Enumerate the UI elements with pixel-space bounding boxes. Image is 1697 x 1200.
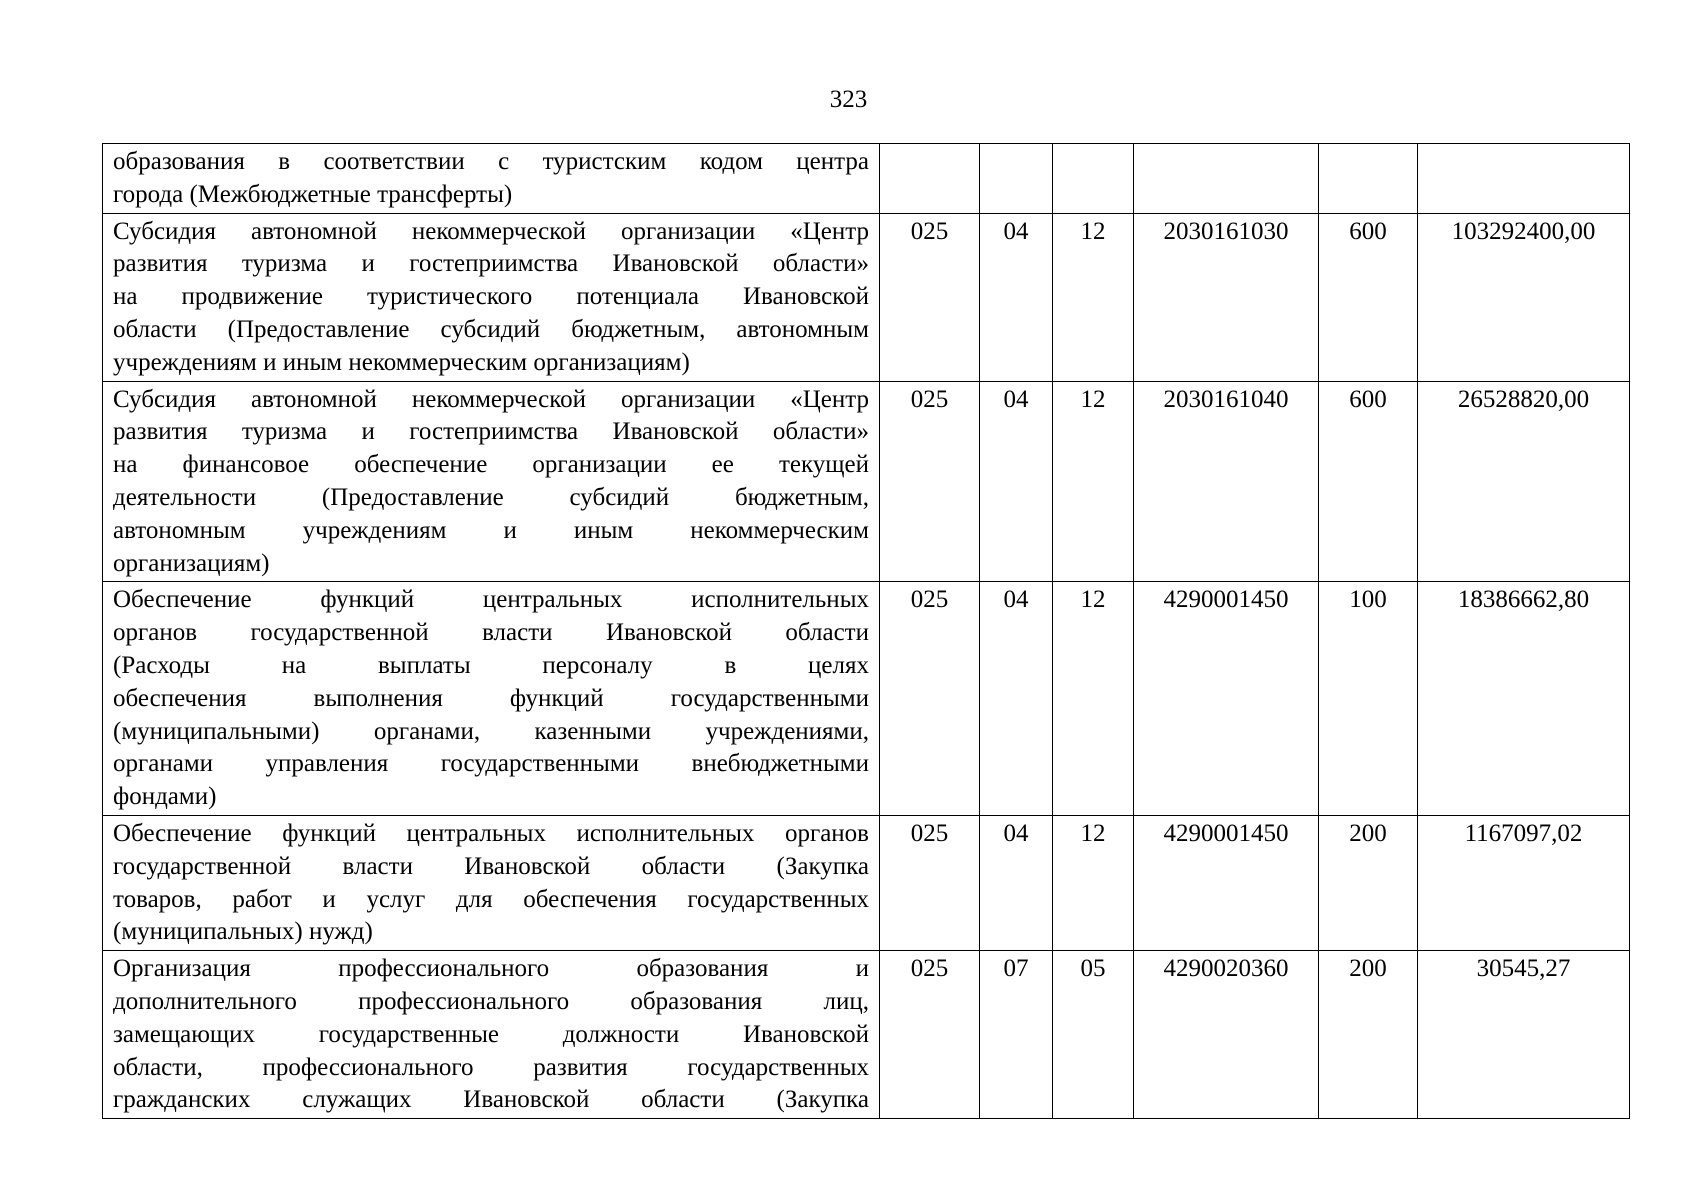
subsection-code: 12 — [1053, 582, 1134, 816]
description-line: области (Предоставление субсидий бюджетным, автономным — [113, 315, 869, 343]
description-line: органов государственной власти Ивановской области — [113, 619, 869, 647]
target-article-code: 4290001450 — [1134, 582, 1319, 816]
description-line: фондами) — [113, 783, 217, 811]
subsection-code: 12 — [1053, 213, 1134, 381]
table-row — [103, 815, 1630, 950]
target-article-code: 2030161040 — [1134, 381, 1319, 582]
row-description — [103, 951, 880, 1119]
description-line: гражданских служащих Ивановской области (Закупка — [113, 1086, 869, 1114]
row-description — [103, 582, 880, 816]
subsection-code: 12 — [1053, 815, 1134, 950]
ved-code: 025 — [880, 582, 980, 816]
target-article-code: 4290020360 — [1134, 951, 1319, 1119]
target-article-code: 2030161030 — [1134, 213, 1319, 381]
description-line: органами управления государственными внебюджетными — [113, 750, 869, 778]
description-line: Обеспечение функций центральных исполнительных — [113, 586, 869, 614]
description-line: деятельности (Предоставление субсидий бюджетным, — [113, 483, 869, 511]
description-line: организациям) — [113, 549, 270, 577]
description-line: обеспечения выполнения функций государственными — [113, 684, 869, 712]
ved-code: 025 — [880, 815, 980, 950]
row-description — [103, 815, 880, 950]
table-row — [103, 144, 1630, 214]
amount — [1418, 144, 1630, 214]
row-description — [103, 144, 880, 214]
description-line: (муниципальными) органами, казенными учреждениями, — [113, 717, 869, 745]
description-line: автономным учреждениям и иным некоммерческим — [113, 516, 869, 544]
table-row — [103, 951, 1630, 1119]
description-line: на финансовое обеспечение организации ее текущей — [113, 451, 869, 479]
page-number: 323 — [829, 86, 868, 113]
description-line: Обеспечение функций центральных исполнительных органов — [113, 819, 869, 847]
table-row — [103, 381, 1630, 582]
target-article-code — [1134, 144, 1319, 214]
section-code: 04 — [980, 582, 1053, 816]
description-line: (муниципальных) нужд) — [113, 918, 373, 946]
amount: 1167097,02 — [1418, 815, 1630, 950]
table-row — [103, 213, 1630, 381]
amount: 103292400,00 — [1418, 213, 1630, 381]
ved-code — [880, 144, 980, 214]
expense-type-code: 600 — [1319, 213, 1418, 381]
description-line: образования в соответствии с туристским кодом центра — [113, 148, 869, 175]
description-line: Субсидия автономной некоммерческой организации «Центр — [113, 217, 869, 245]
subsection-code — [1053, 144, 1134, 214]
description-line: развития туризма и гостеприимства Ивановской области» — [113, 418, 869, 446]
description-line: на продвижение туристического потенциала Ивановской — [113, 283, 869, 311]
section-code: 04 — [980, 213, 1053, 381]
ved-code: 025 — [880, 951, 980, 1119]
description-line: дополнительного профессионального образования лиц, — [113, 987, 869, 1015]
amount: 26528820,00 — [1418, 381, 1630, 582]
ved-code: 025 — [880, 213, 980, 381]
target-article-code: 4290001450 — [1134, 815, 1319, 950]
section-code: 04 — [980, 381, 1053, 582]
expense-type-code: 200 — [1319, 951, 1418, 1119]
expense-type-code: 200 — [1319, 815, 1418, 950]
description-line: замещающих государственные должности Ивановской — [113, 1020, 869, 1048]
description-line: развития туризма и гостеприимства Ивановской области» — [113, 250, 869, 278]
amount: 30545,27 — [1418, 951, 1630, 1119]
description-line: Организация профессионального образования и — [113, 955, 869, 983]
description-line: государственной власти Ивановской области (Закупка — [113, 852, 869, 880]
expense-type-code: 600 — [1319, 381, 1418, 582]
amount: 18386662,80 — [1418, 582, 1630, 816]
subsection-code: 12 — [1053, 381, 1134, 582]
table-body — [103, 144, 1630, 1119]
expense-type-code: 100 — [1319, 582, 1418, 816]
section-code: 04 — [980, 815, 1053, 950]
expense-type-code — [1319, 144, 1418, 214]
section-code: 07 — [980, 951, 1053, 1119]
table-row — [103, 582, 1630, 816]
description-line: города (Межбюджетные трансферты) — [113, 180, 513, 208]
subsection-code: 05 — [1053, 951, 1134, 1119]
description-line: области, профессионального развития государственных — [113, 1053, 869, 1081]
row-description — [103, 381, 880, 582]
budget-table — [102, 143, 1630, 1119]
section-code — [980, 144, 1053, 214]
description-line: учреждениям и иным некоммерческим организациям) — [113, 348, 690, 376]
description-line: (Расходы на выплаты персоналу в целях — [113, 651, 869, 679]
row-description — [103, 213, 880, 381]
description-line: Субсидия автономной некоммерческой организации «Центр — [113, 385, 869, 413]
ved-code: 025 — [880, 381, 980, 582]
description-line: товаров, работ и услуг для обеспечения государственных — [113, 885, 869, 913]
